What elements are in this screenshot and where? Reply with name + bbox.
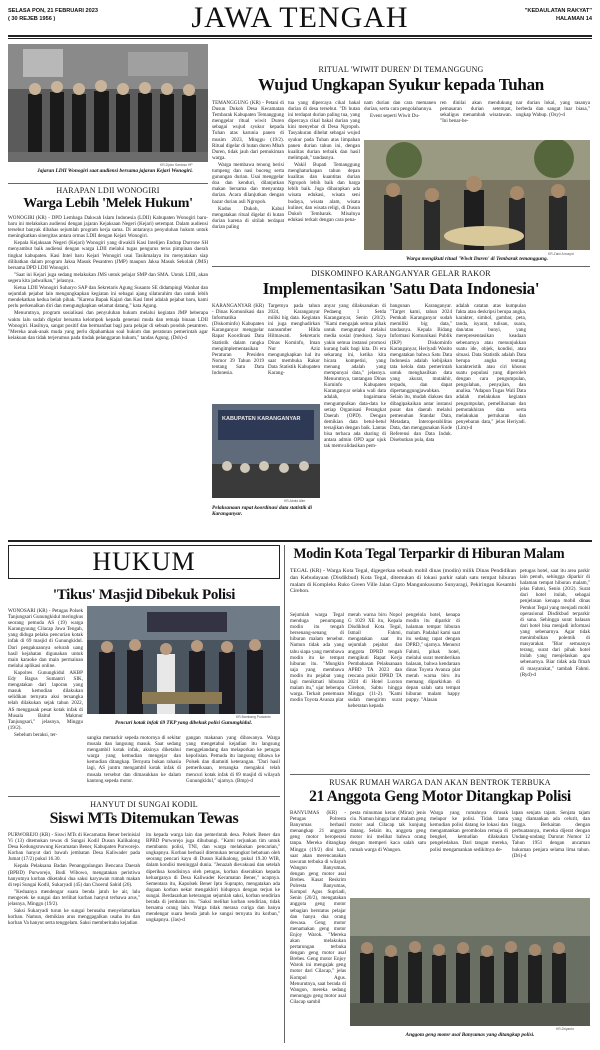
satu-kicker: DISKOMINFO KARANGANYAR GELAR RAKOR (311, 269, 491, 278)
paragraph: WONOGIRI (KR) - DPD Lembaga Dakwah Islam Indonesia (LDII) Kabupaten Wonogiri baru-baru ini melakukan audiensi dengan jajaran Kejaksaan Negeri (Kejari) setempat. Dalam audiensi tersebut banyak dibahas sejumlah program kerja sama. Di antaranya penyuluhan hukum untuk meningkatkan sinergitas antara ormas LDII dengan Kejari Wonogiri. (8, 215, 208, 240)
satu-headline: Implementasikan 'Satu Data Indonesia' (262, 279, 540, 298)
tikus-col-2: sangka memarkir sepeda motornya di sekitar musala dan langsung masuk. Saat sedang mengambil kotak infak, aksinya diketahui warga yang kemudian mengejar dan kemudian ditangkap. Ternyata bukan rahasia lagi, AS juntru mengambil kotak infak di musala tersebut dan dimasukkan ke dalam kantong sepeda motor. (87, 735, 181, 784)
section-rule (8, 540, 592, 542)
geng-caption: Anggota geng motor asal Banyumas yang ditangkap polisi. (405, 1032, 535, 1038)
paragraph: Kepala Pelaksana Badan Penanggulangan Bencana Daerah (BPBD) Purworejo, Budi Wibowo, mengatakan peristiwa hanyutnya korban diketahui dua saksi karyawan rumah makan di tepi Sungai Kodil, Sukaryadi (45) dan Choerul Sahid (26). (8, 863, 140, 888)
masthead-date: SELASA PON, 21 FEBRUARI 2023 (8, 8, 98, 14)
satu-caption: Pelaksanaan rapat koordinasi data statistik di Karanganyar. (212, 505, 312, 518)
modin-col-3: pengelola hotel, kenapa modin itu diparkir di halaman tempat hiburan malam. Padahal kami saat itu sedang rapat dengan DPRD," ujarnya. Menurut Fahmi, pihak hotel, melalui surat memberikan balasan, bahwa kendaraan dinas Toyota Avanza plat merah warna biru itu memang diparkirkan di depan salah satu tempat hiburan malam happy puppy. "Alasan (406, 612, 460, 704)
wiwit-kicker: RITUAL 'WIWIT DUREN' DI TEMANGGUNG (318, 65, 484, 74)
paragraph: Menurutnya, program sosialisasi dan penyuluhan hukum melalui kegiatan JMP beberapa waktu lalu sudah digelar bersama kelompok kepada generasi muda dan remaja binaan LDII Wonogiri. Hasilnya, sangat positif dan bermanfaat bagi para pelajar di sebuah pondok pesantren. "Mereka anak-anak muda yang perlu dipahamkan soal hukum dan peraturan pemerintah agar kelakuan dan tidak terjerumus pada tindak pelanggaran hukum," tandas Agung. (Dsh)-d (8, 310, 208, 341)
masthead-page: HALAMAN 14 (555, 16, 592, 22)
geng-photo-credit: KR-Driyanto (556, 1027, 574, 1031)
satu-divider (212, 266, 590, 267)
ldii-kicker: HARAPAN LDII WONOGIRI (56, 186, 160, 195)
siswi-kicker: HANYUT DI SUNGAI KODIL (90, 800, 198, 809)
siswi-headline: Siswi MTs Ditemukan Tewas (49, 810, 239, 827)
wiwit-col-3 (364, 100, 436, 140)
paragraph: PURWOREJO (KR) - Siswi MTs di Kecamatan Bener berinisial Vi (13) ditemukan tewas di Sungai Kodil Dusun Kalikalong Desa Kedungsruwung Kecamatan Bener, Kabupaten Purworejo. Korban hanyut dari bawah jembatan Desa Kaliwader pada Jumat (17/2) pukul 16.30. (8, 832, 140, 863)
wiwit-col-5 (516, 100, 590, 140)
paragraph: Sebelum beraksi, ter- (14, 731, 58, 738)
paragraph: Ketua LDII Wonogiri Suharyo SAP dan Sekretaris Agung Susanto SE didampingi Wanhat dan sejumlah pejabat lain mengungkapkan kegiatan ini sebagai ajang silaturahim dan untuk lebih mendekatkan kedua belah pihak. "Karena Bapak Kajari dan Kasi Intel adalah pejabat baru, kami perlu perkenalkan diri dan mengungkapkan selamat datang," kata Agung. (8, 285, 208, 310)
siswi-divider (8, 796, 280, 797)
paragraph: "Keduanya mendengar suara benda jatuh ke air, lalu mengecek ke sungai dan terlihat korban hanyut terbawa arus," jelasnya, Minggu (19/2). (8, 888, 140, 908)
masthead-rule-thin (8, 38, 592, 39)
column-divider (284, 545, 285, 1043)
modin-col-1: Sejumlah warga Tegal menduga penumpang modin itu tengah bersenang-senang di hiburan malam tersebut. Namun tidak ada yang tahu siapa yang membawa modin itu ke tempat hiburan itu. "Mungkin saja yang membawa modin itu pejabat yang lagi menikmati hiburan malam itu," ujar beberapa warga. Terkait penemuan modin Toyota Avanza plat (290, 612, 344, 704)
ldii-headline: Warga Lebih 'Melek Hukum' (23, 196, 193, 211)
paragraph: Kapolres Gunungkidul AKBP Edy Bagus Sumantri SIK, mengatakan dari laporan yang masuk kemudian dilakukan selidikan ternyata aksi tersangka telah dilakukan sejak tahun 2022, AS menggasak pesat kotak infak di Musala Baitul Makmur Tanjungsari," jelasnya, Minggu (19/2). (8, 669, 83, 731)
geng-headline: 21 Anggota Geng Motor Ditangkap Polisi (309, 788, 571, 805)
paragraph: nam durian dan cara memanen durian, serta cara pengolahannya. (364, 100, 436, 113)
geng-col-1: BANYUMAS (KR) - Petugas Polresta Banyumas berhasil menangkap 21 anggota geng motor beroperasi tanpa. Mereka ditangkap Minggu (19/2) dini hari, saat akan merencanakan tawuran terbuka di wilayah Wangon Banyumas, dengan geng motor asal Brebes. Kasat Reskrim Polresta Banyumas, Kompol Agus Supriadi, Senin (20/2), mengatakan anggota geng motor sebagian berstatus pelajar dan hanya dua orang dewasa. Geng motor menamakan geng motor Enjoy Warok. "Mereka akan melakukan pertarungan terbuka dengan geng motor asal Brebes. Geng motor Enjoy Warok ini mengajak geng motor dari Cilacap," jelas Kompol Agus. Menurutnya, saat berada di Wangon, mereka sedang menunggu geng motor asal Cilacap sambil (290, 810, 346, 1005)
tikus-col-1 (8, 608, 83, 792)
geng-col-4: lapan senjata tajam. Senjata tajam yang diamankan ada celurit, dan lingga. Berkaitan dengan perbuatannya, mereka dijerat dengan Undang-undang Darurat Nomor 12 Tahun 1951 dengan ancaman hukuman penjara selama lima tahun.(Dri)-d (512, 810, 590, 859)
satu-col-3: anyar yang dilaksanakan di Pedaeng 1 Setda Karanganyar, Senin (20/2). "Kami mengajak semua pihak untuk mengumpul melalui media sosial (medsos). Saya yakin semua instansi promosi kurang baik bagi kita. Di era sekarang ini, ketika kita bicara kompetisi, yang menang adalah yang mempunyai data," jelasnya. Menurutnya, tantangan Dinas Kominfo Kabupaten Karanganyar selaku wali data adalah, bagaimana mengumpulkan data-data ke setiap Organisasi Perangkat Daerah (OPD). Dengan demikian data betul-betul tersajikan dengan baik. Lantas bisa terbaca ada sharing di antara admin OPD agar ujuk tak memvalidasikan pem- (324, 303, 386, 450)
siswi-col-2: itu kepada warga lain dan pemerintah desa. Polsek Bener dan BPBD Purworejo juga dihubungi. "Kami terjunkan tim untuk membantu polisi, TNI, dan warga melakukan pencarian," ungkapnya. Korban berhasil ditemukan tersangkut bebatuan oleh seorang pencari kayu di Dusun Kalikalong, pukul 19.30 WIB, dalam kondisi meninggal dunia. "Jenazah dievakuasi dan setelah diperiksa kondisinya oleh petugas, korban diserahkan kepada keluarganya di Desa Kaliwader Kecamatan Bener," ucapnya. Sementara itu, Kapolsek Bener Iptu Suprapto, mengatakan ada dugaan korban nekat mengakhiri hidupnya dengan terjun ke sungai. Berdasarkan keterangan sejumlah saksi, korban sendirian berada di jembatan itu. "Saksi melihat korban sendirian, tidak bersama orang lain. Warga tidak merasa curiga dan hanya mendengar suara benda jatuh ke sungai ternyata itu korban," ungkapnya. (Jas)-d (146, 832, 280, 924)
paragraph: Saksi Sukaryadi turun ke sungai berusaha menyelamatkan korban. Namun, demikian arus menggagalkan usaha itu dan korban Va hanyut serta tenggelam. Saksi memberitahu kejadian (8, 908, 140, 927)
paragraph: "Saat ini Kejari juga sedang melakukan JMS untuk pelajar SMP dan SMA. Untuk LDII, akan segera kita jadwalkan," jelasnya. (8, 271, 208, 284)
paragraph: ren dinilai akan mendukung pemasaran durian setempat, sekaligus menambah wisatawan. "Ini benar-be- (440, 100, 512, 125)
modin-col-2: merah warna biru Nopol G 1029 XE itu, Kepala Disdikbud Kota Tegal, Ismail Fahmi, mengatakan saat itu sejumlah pejabat dan anggota DPRD tengah mengikuti Rapat Kerja Pembahasan Pelaksanaan APBD TA 2023 dan rencana pokir DPRD TA 2024 di Hotel Luxton Cirebon, Sabtu hingga Minggu (11-2). "Kami sudah mengirim surat keberatan kepada (348, 612, 402, 710)
wiwit-photo-credit: KR-Zaini Arrosyid (548, 252, 574, 256)
tikus-photo-credit: KR-Bambang Purwanto (236, 715, 271, 719)
masthead-title: JAWA TENGAH (191, 1, 409, 34)
tikus-col-3: gangan makanan yang dibawanya. Warga yang mengetahui kejadian itu langsung menggelandang dan melaporkan ke petugas kepolisian. Pemuda itu langsung dibawa ke Polsek dan diamniti keterangan. "Dari hasil pemeriksaan, tersangka mengakui telah mencuri kotak infak di 69 masjid di wilayah Gunungkidul," ujarnya. (Bmp)-d (186, 735, 280, 784)
geng-col-2: pesta minuman keras (Miras) jenis ciu. Namun hingga larut malam geng motor asal Cilacap tak kunjung datang. Selain itu, anggota geng motor ini melihat bahwa orang dengan memperi kaca salah satu rumah warga di Wangon. (350, 810, 426, 853)
wiwit-photo (364, 140, 590, 250)
modin-lead: TEGAL (KR) - Warga Kota Tegal, digegerkan sebuah mobil dinas (modin) milik Dinas Pendidikan dan Kebudayaan (Disdikbud) Kota Tegal, ditemukan di lokasi parkir salah satu tempat hiburan malam di Kompleks Ruko Green Ville Jalan Cipto Mangunkusumo Sunyaragi, Pekiringan Kesambi Cirebon. (290, 568, 516, 595)
satu-col-1: KARANGANYAR (KR) - Dinas Komunikasi dan Informatika (Diskominfo) Kabupaten Karanganyar menggelar Rapat Koordinasi Data Statistik dalam rangka mengimplementasikan Peraturan Presiden Nomor 39 Tahun 2019 tentang Satu Data Indonesia. (212, 303, 264, 377)
siswi-col-1 (8, 832, 140, 1044)
paragraph: nar durian lokal, yang rasanya berbeda dan sangat luar biasa," ungkap Wabup. (Osy)-d (516, 100, 590, 119)
satu-col-2: Targetnya pada tahun 2024, Karanganyar miliki big data. Kegiatan ini juga menghadirkan narasumber Hilda Hilmawati. Sekretaris Dinas Kominfo, Iman Nur Aziz mengungkapkan hal itu saat membuka Rakor Data Statistik Kabupaten Karang- (268, 303, 320, 377)
satu-col-5: adalah catatan atas kumpulan fakta atau deskripsi berupa angka, karakter, simbol, gambar, peta, tanda, isyarat, tulisan, suara, dan/atau bunyi, yang merepresentasikan keadaan sebenarnya atau menunjukkan suatu ide, objek, kondisi, atau situasi. Data Statistik adalah Data berupa angka tentang karakteristik atau ciri khusus suatu populasi yang diperoleh dengan cara pengumpulan, pengolahan, penyajian, dan analisa. "Adapun Tugas Wali Data adalah melakukan kegiatan pengumpulan, pemeliharaan dan pemutakhiran data serta melakukan pertukaran dan penyebaran data," jelas Heriyadi. (Lim)-d (456, 303, 526, 431)
paragraph: WONOSARI (KR) - Petugas Polsek Tanjungsari Gunungkidul meringkus seorang pemuda AS (19) warga Karangyuung Cilacap Jawa Tengah, yang diduga pelaku pencurian kotak infak di 69 masjid di Gunungkidul. Dari pengakuannya selurah uang hasil kejahatan digunakan untuk main karaoke dan main permainan melalui aplikasi online. (8, 608, 83, 669)
ldii-caption: Jajaran LDII Wonogiri saat audiensi bersama jajaran Kejari Wonogiri. (37, 168, 193, 174)
geng-kicker: RUSAK RUMAH WARGA DAN AKAN BENTROK TERBUKA (329, 778, 551, 787)
tikus-caption: Pencuri kotak infak 69 TKP yang dibekuk polisi Gunungkidul. (114, 720, 253, 726)
masthead-rule (8, 35, 592, 37)
paragraph: Kepala Kejaksaan Negeri (Kejari) Wonogiri yang diwakili Kasi Intelijen Endrap Durrone SH menyambut baik audiensi dengan warga LDII melalui tugas pengurus terus pimpinan daerah tingkat kabupaten. Kasi Intel baru Kejari Wonogiri usai Tasikmalaya itu menyatakan siap dilibatkan dalam program Jaksa Masuk Pesantren (JMP) maupun Jaksa Masuk Sekolah (JMS) bersama DPD LDII Wonogiri. (8, 240, 208, 271)
wiwit-col-4 (440, 100, 512, 140)
section-label-hukum: HUKUM (8, 545, 280, 579)
satu-col-4: bangunan Karanganyar. "Target kami, tahun 2024 Pemkab Karanganyar sudah memiliki big data," tandasnya. Kepala Bidang Informasi Komunikasi Publik (IKP) Diskominfo Karanganyar, Heriyadi Wasito mengatakan bahwa Satu Data Indonesia adalah kebijakan tata kelola data pemerintah untuk menghasilkan data yang akurat, mutakhir, terpadu, dan dapat dipertanggungjawabkan. Selain itu, mudah diakses dan dibagipakaikan antar instansi pusat dan daerah melalui pemenuhan Standar Data, Metadata, Interoperabilitas Data, dan menggunakan Kode Referensi dan Data Induk. Disebutkan pula, data (390, 303, 452, 444)
paragraph: Kadus Dukoh, Kabul mengatakan ritual digelar di hutan durian karena di sitilah terdapat durian paling (212, 205, 284, 230)
tikus-photo (87, 606, 280, 714)
geng-divider (290, 774, 590, 775)
masthead-rejeb: ( 30 REJEB 1956 ) (8, 16, 56, 22)
paragraph: Event seperti Wiwit Du- (370, 113, 420, 120)
tikus-headline: 'Tikus' Masjid Dibekuk Polisi (52, 587, 236, 603)
paragraph: Warga membawa tenong berisi tumpeng dan nasi buceng serta gunungan durian. Usai menggelar doa dan kenduri, dilanjutkan makan bersama dan menyantap durian. Acara dilanjutkan dengan bazar durian asli Ngropoh. (212, 161, 284, 205)
ldii-divider (8, 183, 208, 184)
satu-photo-banner: KABUPATEN KARANGANYAR (222, 416, 301, 422)
ldii-photo (8, 44, 208, 162)
paragraph: tua yang dipercaya cikal bakal durian di desa tersebut. "Di hutan ini terdapat durian paling tua, yang dipercaya cikal bakal durian yang kini menyebar di Desa Ngropoh. Tasyakuran dihelat sebagai wujud syukur pada Tuhan atas limpahan panen durian tahun ini, dengan kualitas durian terbaik dan hasil melimpah," tandasnya. (288, 100, 360, 161)
wiwit-col-1 (212, 100, 284, 252)
modin-headline: Modin Kota Tegal Terparkir di Hiburan Malam (293, 546, 565, 562)
satu-photo (212, 404, 320, 498)
ldii-photo-credit: KR-Djoko Santoso HP (160, 163, 193, 167)
masthead-motto: "KEDAULATAN RAKYAT" (524, 8, 592, 14)
geng-photo (350, 898, 590, 1026)
wiwit-caption: Warga mengikuti ritual 'Wiwit Duren' di Tembarak temanggung. (406, 256, 548, 262)
satu-photo-credit: KR-Abdul Alim (284, 499, 306, 503)
paragraph: TEMANGGUNG (KR) - Petani di Dusun Dukoh Desa Kecamatan Tembarak Kabupaten Temanggung menggelar ritual wiwit Duren sebagai wujud syukur kepada Tuhan atas karunia panen di musim 2023, Minggu (19/2). Ritual digelar di hutan duren Mbah Duren, tidak jauh dari pemukiman warga. (212, 100, 284, 161)
ldii-body (8, 215, 208, 533)
wiwit-col-2 (288, 100, 360, 252)
modin-col-4: petugas hotel, saat itu area parkir lain penuh, sehingga diparkir di halaman tempat hiburan malam," jelas Fahmi, Senin (20/2). Surat dari hotel itulah, sebagai penjelasan kenapa mobil dinas Pemkot Tegal yang menjadi mobil operasional Disdikbud terparkir di sana. Sehingga surat balasan dari hotel bisa menjadi informasi yang sebenarnya. Agar tidak menimbulkan polemik di masyarakat. "Biar semuanya terang, surat dari pihak hotel itulah yang menjelaskan apa sebenarnya. Biar tidak ada fitnah di masyarakat," tambah Fahmi. (Ryd)-d (520, 568, 590, 678)
paragraph: Wakil Bupati Temanggung menghaturkapan tahun depan kualitas dan kuantitas durian Ngropoh lebih baik dan harga lebih baik. Juga diharapkan ada wisata edukasi, wisata seni budaya, wisata alam, wisata kuliner, dan wisata religi, di Dusun Dukoh Tembarak. Misalnya edukasi terkait dengan cara pena- (288, 161, 360, 223)
wiwit-headline: Wujud Ungkapan Syukur kepada Tuhan (258, 75, 544, 94)
geng-col-3: Warga yang rumahnya dirusak melapor ke polisi. Tidak lama kemudian polisi datang ke lokasi dan mengamankan gerombolan remaja di bengkel, kemudian dilakukan pengeledahan. Dari tangan mereka, polisi mengamankan sedikitnya de- (430, 810, 508, 853)
